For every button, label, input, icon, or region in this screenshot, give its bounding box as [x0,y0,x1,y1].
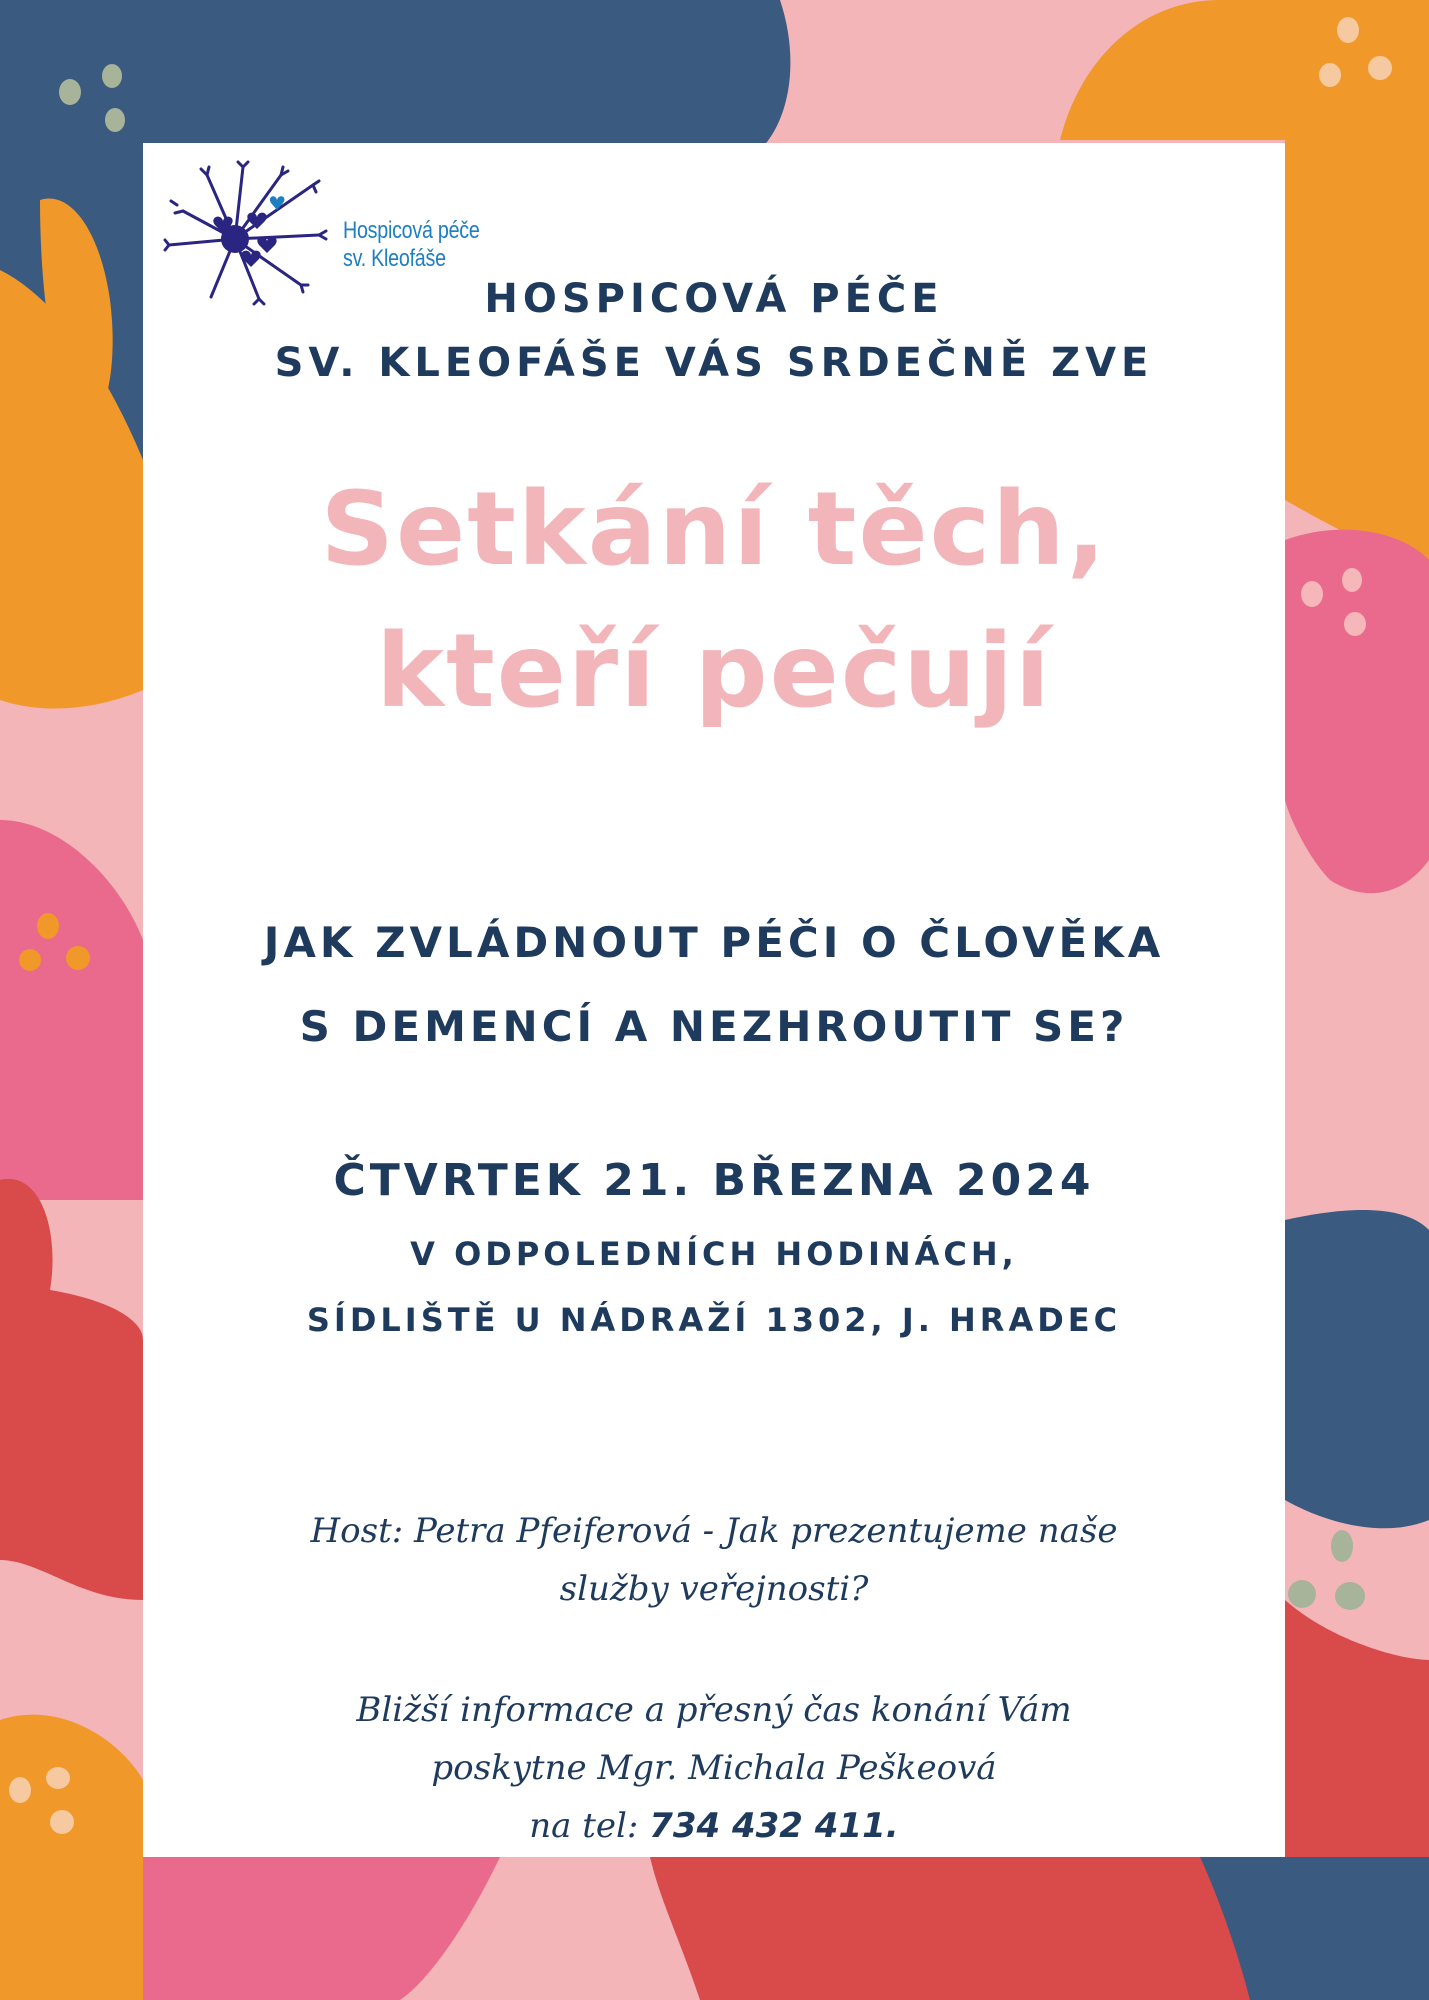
title-line-2: kteří pečují [376,612,1052,731]
event-topic [143,901,1285,1069]
logo-wordmark [343,217,480,273]
guest-line-2: služby veřejnosti? [559,1569,869,1609]
event-title [143,459,1285,743]
phone-prefix: na tel: [529,1806,650,1846]
phone-number[interactable]: 734 432 411. [649,1806,899,1846]
header-line-1: HOSPICOVÁ PÉČE [484,276,944,322]
event-time-place [143,1221,1285,1353]
invitation-header [143,267,1285,395]
contact-line-2: poskytne Mgr. Michala Peškeová [431,1748,997,1788]
topic-line-1: JAK ZVLÁDNOUT PÉČI O ČLOVĚKA [263,918,1165,967]
contact-line-1: Bližší informace a přesný čas konání Vám [356,1690,1072,1730]
guest-info [143,1502,1285,1618]
logo-line-2: sv. Kleofáše [343,245,446,272]
header-line-2: SV. KLEOFÁŠE VÁS SRDEČNĚ ZVE [274,340,1154,386]
contact-phone-line [143,1797,1285,1855]
invitation-card [143,143,1285,1857]
event-date: ČTVRTEK 21. BŘEZNA 2024 [333,1155,1095,1206]
contact-info [143,1681,1285,1855]
guest-line-1: Host: Petra Pfeiferová - Jak prezentujeme naše [310,1511,1118,1551]
event-time: V ODPOLEDNÍCH HODINÁCH, [410,1235,1018,1273]
event-address: SÍDLIŠTĚ U NÁDRAŽÍ 1302, J. HRADEC [306,1301,1122,1339]
title-line-1: Setkání těch, [320,470,1108,589]
topic-line-2: S DEMENCÍ A NEZHROUTIT SE? [299,1002,1129,1051]
logo-line-1: Hospicová péče [343,217,480,244]
